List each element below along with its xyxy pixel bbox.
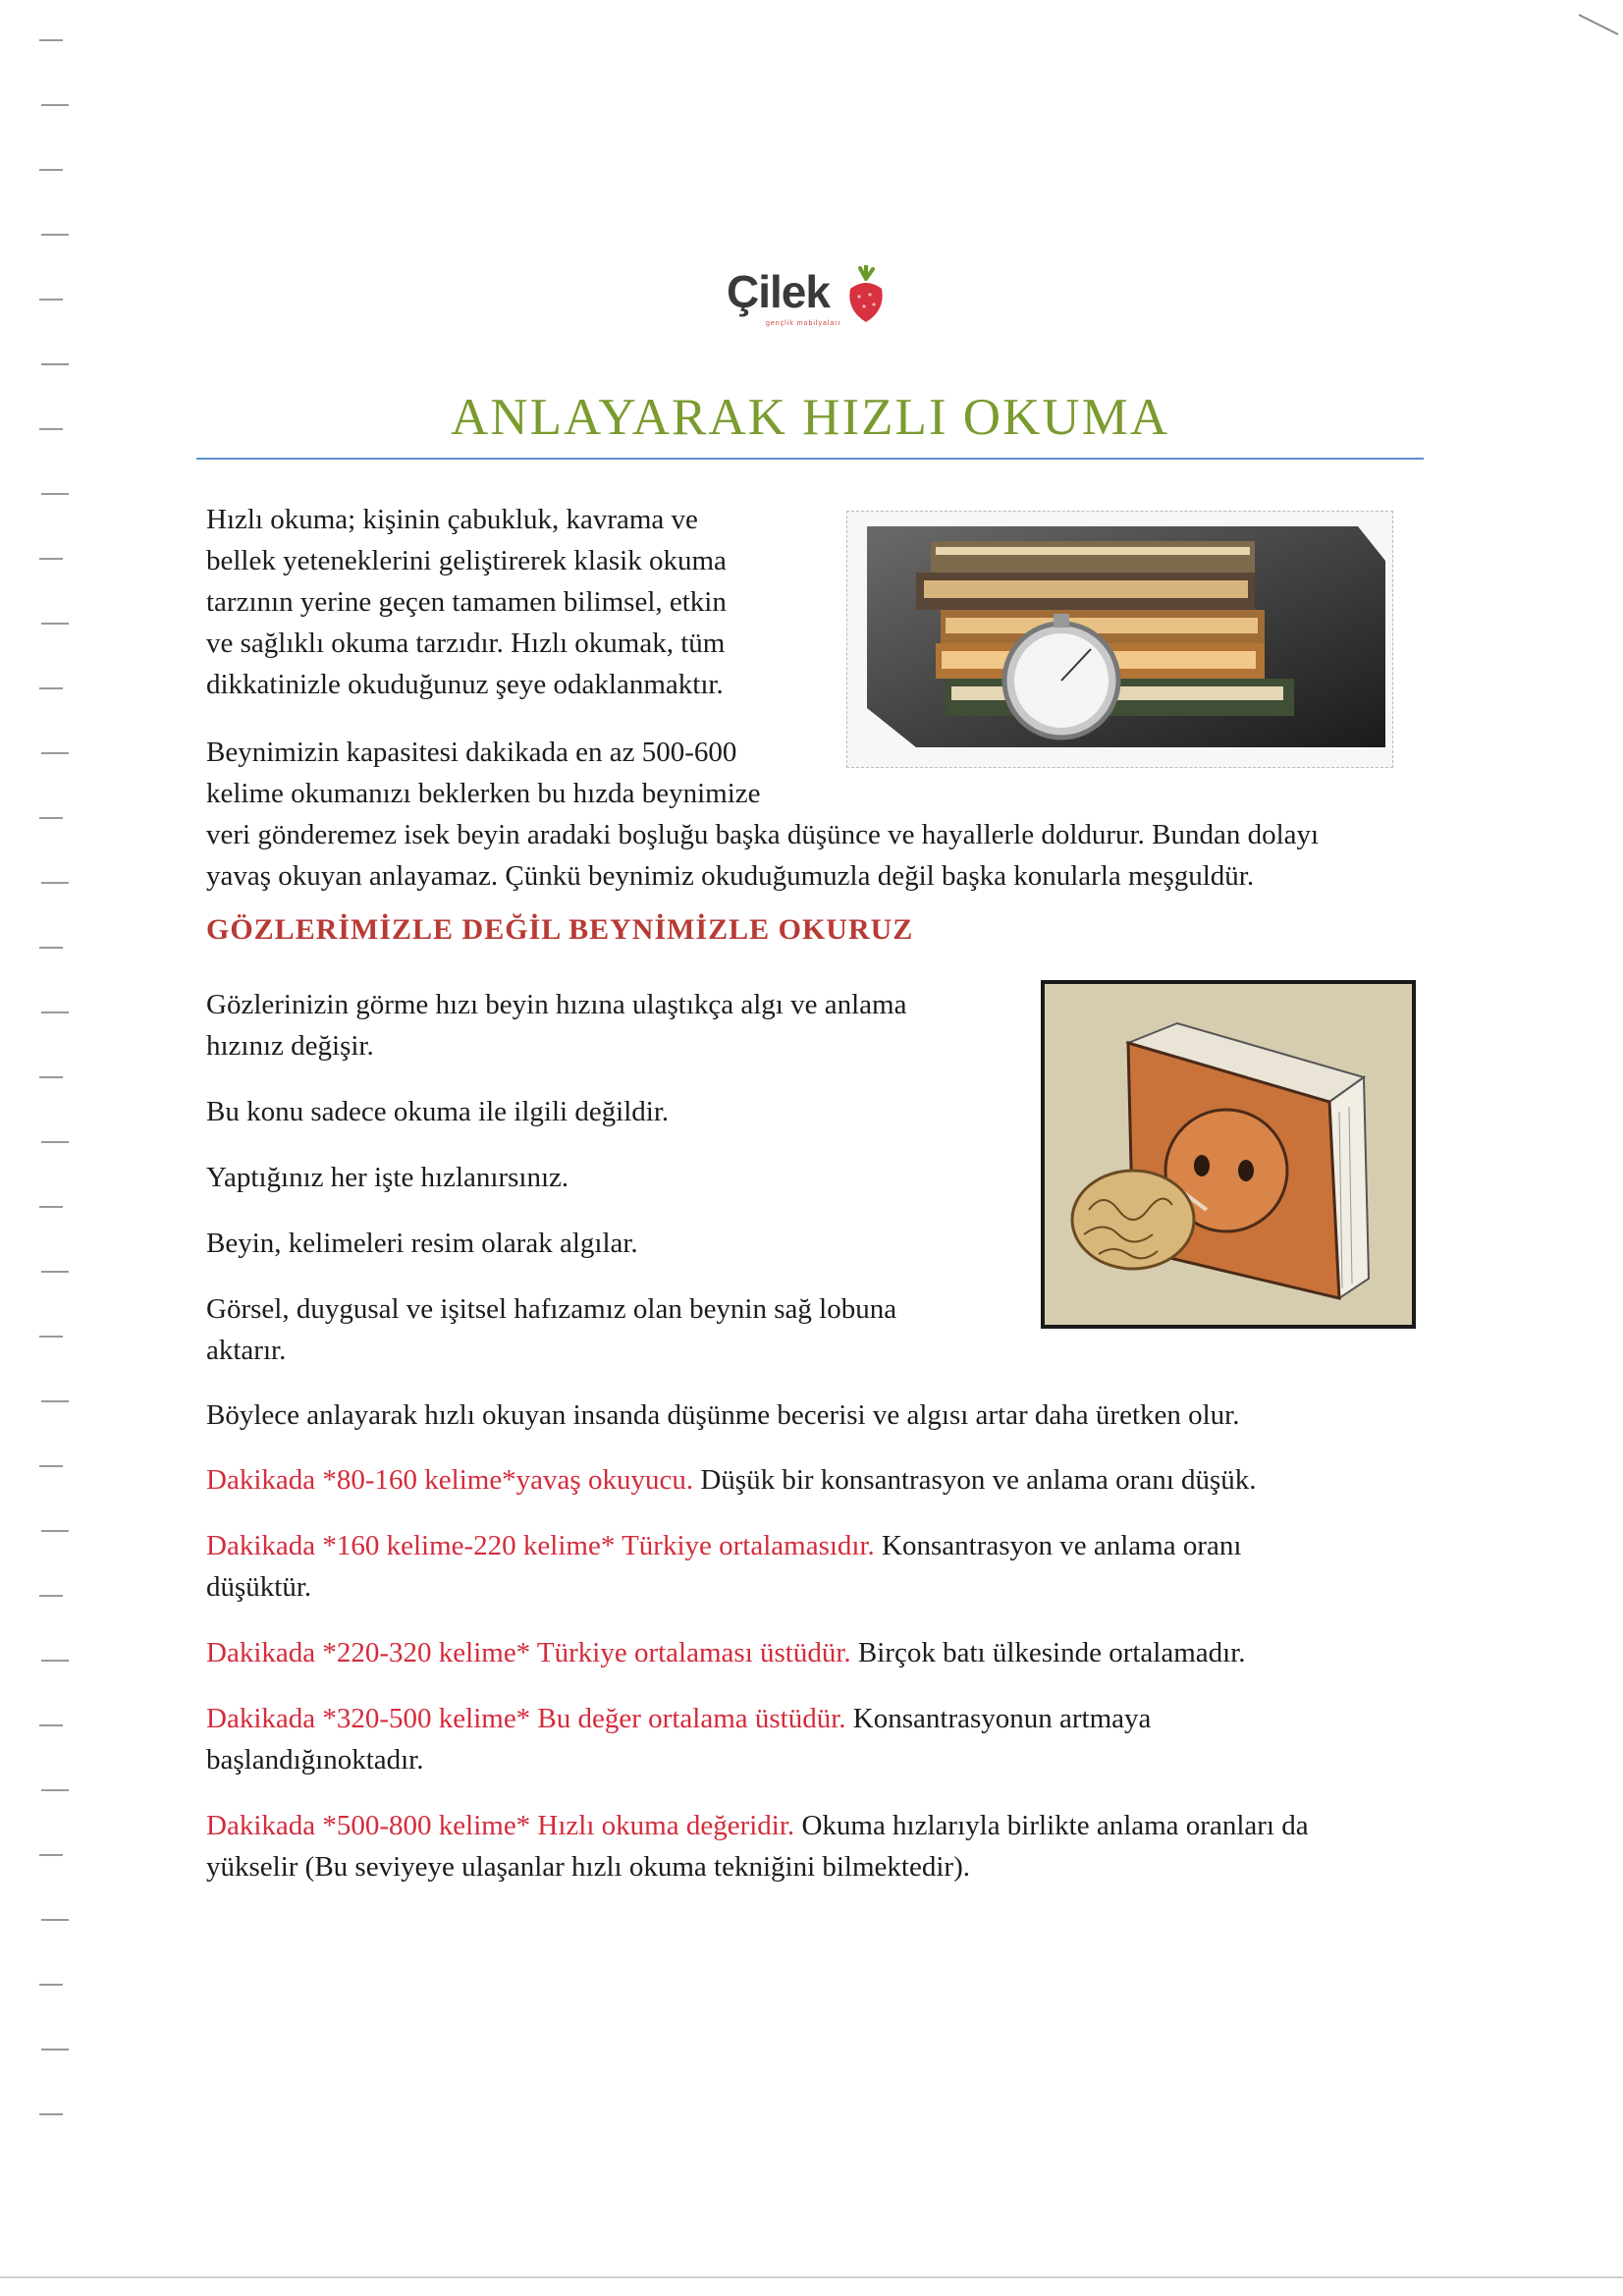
- speed-row-3: [206, 1632, 1246, 1673]
- speed-row-5: [206, 1805, 1309, 1846]
- speed-desc-5: Okuma hızlarıyla birlikte anlama oranları da: [794, 1810, 1309, 1841]
- page-bottom-edge: [0, 2276, 1623, 2278]
- books-stopwatch-image: [846, 511, 1393, 768]
- speed-range-4: Dakikada *320-500 kelime* Bu değer ortalama üstüdür.: [206, 1703, 846, 1734]
- brain-pictures-note: Beyin, kelimeleri resim olarak algılar.: [206, 1228, 638, 1259]
- corner-mark: [1574, 10, 1623, 39]
- speedup-note: Yaptığınız her işte hızlanırsınız.: [206, 1162, 569, 1193]
- logo-wordmark: Çilek: [727, 266, 830, 317]
- productivity-note: Böylece anlayarak hızlı okuyan insanda düşünme becerisi ve algısı artar daha üretken olur.: [206, 1399, 1240, 1431]
- speed-row-2: [206, 1525, 1241, 1566]
- intro-line-2: bellek yeteneklerini geliştirerek klasik okuma: [206, 545, 727, 576]
- speed-range-2: Dakikada *160 kelime-220 kelime* Türkiye ortalamasıdır.: [206, 1530, 875, 1561]
- speed-desc-3: Birçok batı ülkesinde ortalamadır.: [850, 1637, 1246, 1668]
- capacity-line-4: yavaş okuyan anlayamaz. Çünkü beynimiz okuduğumuzla değil başka konularla meşguldür.: [206, 860, 1255, 892]
- eyes-line-2: hızınız değişir.: [206, 1030, 374, 1062]
- title-divider: [196, 458, 1424, 460]
- capacity-line-2: kelime okumanızı beklerken bu hızda beynimize: [206, 778, 761, 809]
- intro-line-1: Hızlı okuma; kişinin çabukluk, kavrama ve: [206, 504, 698, 535]
- cilek-logo: [727, 265, 913, 334]
- logo-tagline: gençlik mobilyaları: [766, 320, 841, 327]
- intro-line-4: ve sağlıklı okuma tarzıdır. Hızlı okumak, tüm: [206, 628, 726, 659]
- speed-range-3: Dakikada *220-320 kelime* Türkiye ortalaması üstüdür.: [206, 1637, 851, 1668]
- speed-row-1: [206, 1459, 1257, 1501]
- speed-row-4-cont: başlandığınoktadır.: [206, 1744, 424, 1776]
- eyes-line-1: Gözlerinizin görme hızı beyin hızına ulaştıkça algı ve anlama: [206, 989, 907, 1020]
- memory-line-2: aktarır.: [206, 1335, 287, 1366]
- speed-row-5-cont: yükselir (Bu seviyeye ulaşanlar hızlı okuma tekniğini bilmektedir).: [206, 1851, 970, 1883]
- intro-line-3: tarzının yerine geçen tamamen bilimsel, etkin: [206, 586, 727, 618]
- speed-desc-2: Konsantrasyon ve anlama oranı: [874, 1530, 1242, 1561]
- speed-range-1: Dakikada *80-160 kelime*yavaş okuyucu.: [206, 1464, 694, 1496]
- speed-desc-4: Konsantrasyonun artmaya: [845, 1703, 1152, 1734]
- section-heading: GÖZLERİMİZLE DEĞİL BEYNİMİZLE OKURUZ: [206, 913, 914, 946]
- speed-desc-1: Düşük bir konsantrasyon ve anlama oranı düşük.: [693, 1464, 1257, 1496]
- book-brain-illustration: [1041, 980, 1416, 1329]
- speed-row-4: [206, 1698, 1151, 1739]
- capacity-line-3: veri gönderemez isek beyin aradaki boşluğu başka düşünce ve hayallerle doldurur. Bundan dolayı: [206, 819, 1320, 850]
- memory-line-1: Görsel, duygusal ve işitsel hafızamız olan beynin sağ lobuna: [206, 1293, 897, 1325]
- binder-marks: [39, 39, 69, 2259]
- reading-note: Bu konu sadece okuma ile ilgili değildir.: [206, 1096, 670, 1127]
- speed-row-2-cont: düşüktür.: [206, 1571, 312, 1603]
- strawberry-icon: [844, 265, 888, 326]
- intro-line-5: dikkatinizle okuduğunuz şeye odaklanmaktır.: [206, 669, 724, 700]
- speed-range-5: Dakikada *500-800 kelime* Hızlı okuma değeridir.: [206, 1810, 795, 1841]
- page-title: ANLAYARAK HIZLI OKUMA: [451, 389, 1169, 446]
- capacity-line-1: Beynimizin kapasitesi dakikada en az 500-600: [206, 737, 737, 768]
